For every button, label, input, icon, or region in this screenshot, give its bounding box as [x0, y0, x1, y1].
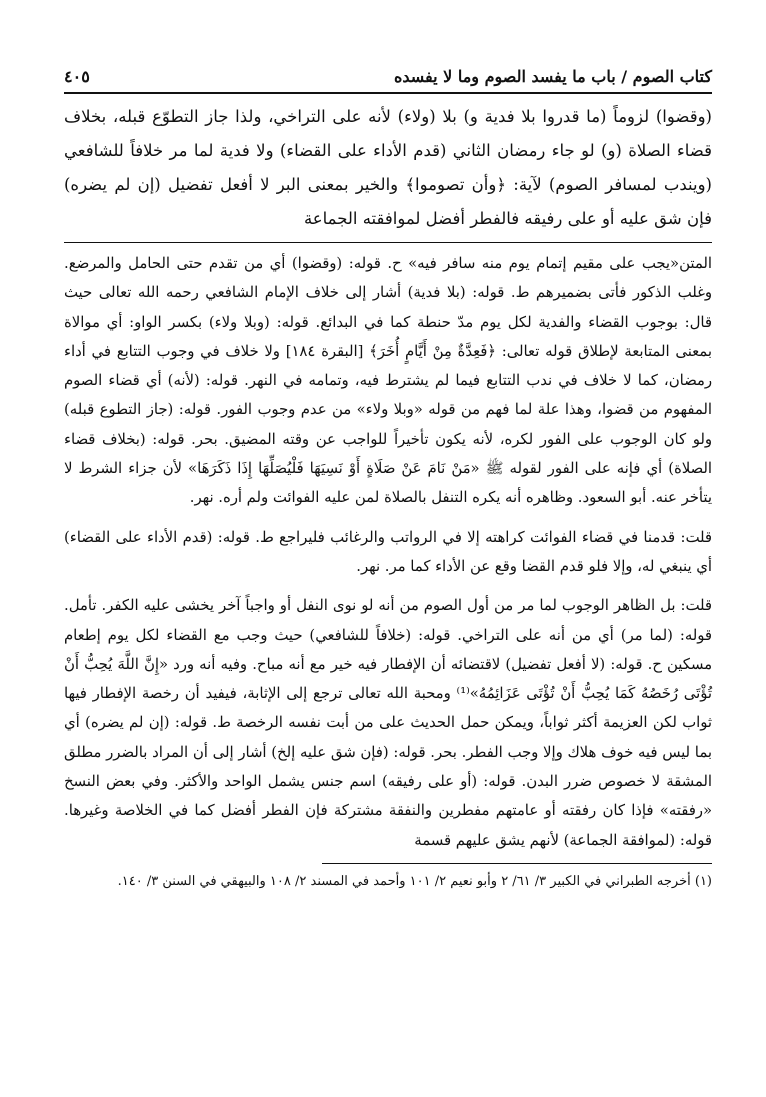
footnote: (١) أخرجه الطبراني في الكبير ٣/ ٦١/ ٢ وأبو نعيم ٢/ ١٠١ وأحمد في المسند ٢/ ١٠٨ والبيهقي في السنن ٣/ ١٤٠.	[117, 873, 712, 889]
running-header	[64, 60, 712, 86]
header-rule	[64, 92, 712, 94]
commentary-paragraph: قلت: بل الظاهر الوجوب لما مر من أول الصوم من أنه لو نوى النفل أو واجباً آخر يخشى عليه الكفر. تأمل. قوله: (لما مر) أي من أنه على التراخي. قوله: (خلافاً للشافعي) حيث وجب مع القضاء لكل يوم إطعام مسكين ح. قوله: (لا أفعل تفضيل) لاقتضائه أن الإفطار فيه خير مع أنه مباح. وفيه أنه ورد «إِنَّ اللَّهَ يُحِبُّ أَنْ تُؤْتَى رُخَصُهُ كَمَا يُحِبُّ أَنْ تُؤْتَى عَزَائِمُهُ»⁽¹⁾ ومحبة الله تعالى ترجع إلى الإثابة، فيفيد أن رخصة الإفطار فيها ثواب لكن العزيمة أكثر ثواباً، ويمكن حمل الحديث على من أبت نفسه الرخصة ط. قوله: (إن لم يضره) أي بما ليس فيه خوف هلاك وإلا وجب الفطر. بحر. قوله: (فإن شق عليه إلخ) أشار إلى أن المراد بالضرر مطلق المشقة لا خصوص ضرر البدن. قوله: (أو على رفيقه) اسم جنس يشمل الواحد والأكثر. وفي بعض النسخ «رفقته» فإذا كان رفقته أو عامتهم مفطرين والنفقة مشتركة فإن الفطر أفضل كما في الخلاصة وغيرها. قوله: (لموافقة الجماعة) لأنهم يشق عليهم قسمة	[64, 597, 712, 849]
commentary-paragraph: قلت: قدمنا في قضاء الفوائت كراهته إلا في الرواتب والرغائب فليراجع ط. قوله: (قدم الأداء على القضاء) أي ينبغي له، وإلا فلو قدم القضا وقع عن الأداء كما مر. نهر.	[64, 528, 712, 575]
commentary	[64, 249, 712, 855]
commentary-paragraph: المتن«يجب على مقيم إتمام يوم منه سافر فيه» ح. قوله: (وقضوا) أي من تقدم حتى الحامل والمرضع. وغلب الذكور فأتى بضميرهم ط. قوله: (بلا فدية) أشار إلى خلاف الإمام الشافعي رحمه الله تعالى حيث قال: بوجوب القضاء والفدية لكل يوم مدّ حنطة كما في البدائع. قوله: (وبلا ولاء) بكسر الواو: أي موالاة بمعنى المتابعة لإطلاق قوله تعالى: ﴿فَعِدَّةٌ مِنْ أَيَّامٍ أُخَرَ﴾ [البقرة ١٨٤] ولا خلاف في وجوب التتابع في أداء رمضان، كما لا خلاف في ندب التتابع فيما لم يشترط فيه، وتمامه في النهر. قوله: (لأنه) أي قضاء الصوم المفهوم من قضوا، وهذا علة لما فهم من قوله «وبلا ولاء» من عدم وجوب الفور. قوله: (جاز التطوع قبله) ولو كان الوجوب على الفور لكره، لأنه يكون تأخيراً للواجب عن وقته المضيق. بحر. قوله: (بخلاف قضاء الصلاة) أي فإنه على الفور لقوله ﷺ «مَنْ نَامَ عَنْ صَلَاةٍ أَوْ نَسِيَهَا فَلْيُصَلِّهَا إِذَا ذَكَرَهَا» لأن جزاء الشرط لا يتأخر عنه. أبو السعود. وظاهره أنه يكره التنفل بالصلاة لمن عليه الفوائت ولم أره. نهر.	[64, 255, 712, 507]
main-text-separator	[64, 242, 712, 243]
page-number: ٤٠٥	[64, 67, 90, 86]
main-text: (وقضوا) لزوماً (ما قدروا بلا فدية و) بلا (ولاء) لأنه على التراخي، ولذا جاز التطوّع قبله، بخلاف قضاء الصلاة (و) لو جاء رمضان الثاني (قدم الأداء على القضاء) ولا فدية لما مر خلافاً للشافعي (ويندب لمسافر الصوم) لآية: ﴿وأن تصوموا﴾ والخير بمعنى البر لا أفعل تفضيل (إن لم يضره) فإن شق عليه أو على رفيقه فالفطر أفضل لموافقته الجماعة	[64, 107, 712, 228]
footnote-rule	[322, 863, 712, 864]
chapter-title: كتاب الصوم / باب ما يفسد الصوم وما لا يفسده	[393, 67, 712, 86]
page	[64, 60, 712, 894]
